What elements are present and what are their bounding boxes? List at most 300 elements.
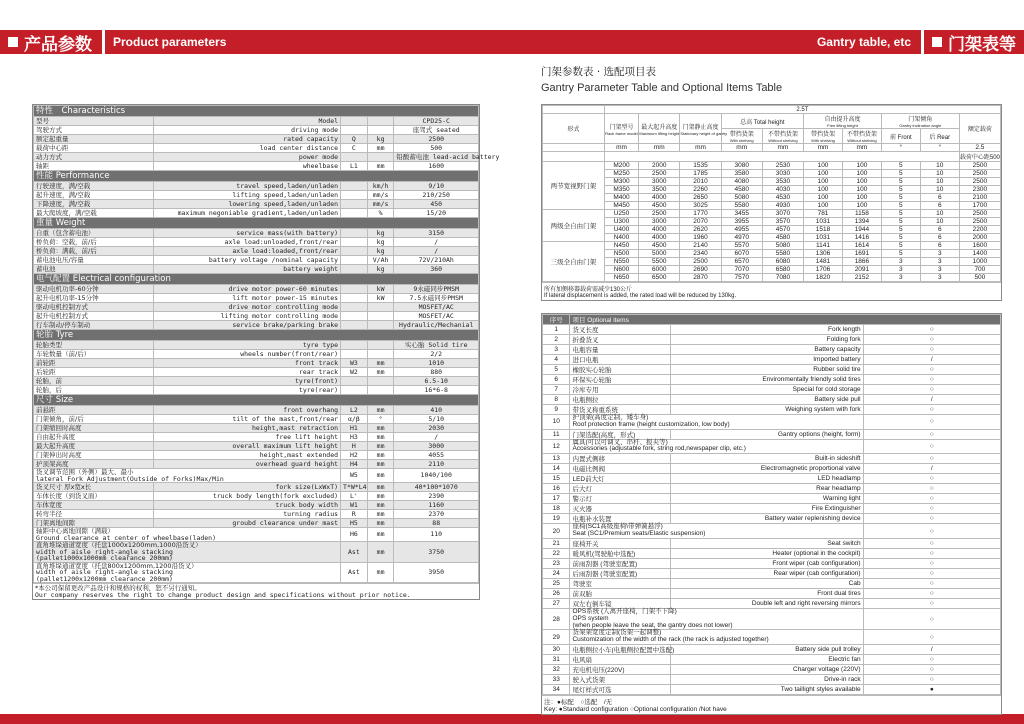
option-row bbox=[543, 429, 1001, 439]
spec-symbol: W5 bbox=[341, 469, 368, 483]
max-lift-cn: 最大起升高度 bbox=[641, 124, 678, 131]
spec-label-en: rear track bbox=[154, 368, 341, 377]
option-number: 6 bbox=[543, 375, 570, 385]
spec-row bbox=[34, 406, 479, 415]
gantry-cell: 2300 bbox=[959, 186, 1000, 194]
gantry-cell: 2152 bbox=[842, 274, 881, 282]
spec-label bbox=[34, 528, 341, 542]
option-label-cn: 橡胶实心轮胎 bbox=[570, 365, 671, 375]
gantry-cell: 6570 bbox=[721, 258, 762, 266]
gantry-cell: 3 bbox=[881, 266, 920, 274]
gantry-cell: 5 bbox=[881, 178, 920, 186]
option-label-cn: 货叉长度 bbox=[570, 325, 671, 335]
gantry-cell: 5580 bbox=[762, 250, 803, 258]
gantry-cell: 3 bbox=[920, 250, 959, 258]
spec-row bbox=[34, 321, 479, 330]
spec-symbol bbox=[341, 247, 368, 256]
gantry-cell: 5 bbox=[881, 226, 920, 234]
gantry-cell: 5570 bbox=[721, 242, 762, 250]
option-mark: ○ bbox=[863, 654, 1000, 664]
option-label-en: Electromagnetic proportional valve bbox=[671, 464, 863, 474]
option-label-en: Battery side pull bbox=[671, 395, 863, 405]
gantry-units-blank bbox=[543, 144, 605, 152]
spec-unit: V/Ah bbox=[367, 256, 394, 265]
gantry-cell: 5080 bbox=[762, 242, 803, 250]
option-label bbox=[570, 439, 863, 454]
gantry-cell: 4500 bbox=[639, 242, 680, 250]
gantry-cell: 2500 bbox=[639, 170, 680, 178]
spec-unit: mm bbox=[367, 528, 394, 542]
spec-row bbox=[34, 424, 479, 433]
spec-symbol: L2 bbox=[341, 406, 368, 415]
option-mark: ○ bbox=[863, 538, 1000, 548]
spec-label-line: lateral Fork Adjustment(Outside of Forks)Max/Min bbox=[36, 474, 224, 483]
spec-value: Hydraulic/Mechanial bbox=[394, 321, 479, 330]
spec-label-en: driving mode bbox=[154, 126, 341, 135]
spec-unit: kg bbox=[367, 238, 394, 247]
spec-row bbox=[34, 285, 479, 294]
spec-symbol: L1 bbox=[341, 162, 368, 171]
section-title: 重量 Weight bbox=[34, 218, 479, 229]
gantry-unit: mm bbox=[804, 144, 843, 152]
option-label-en: Built-in sideshift bbox=[671, 454, 863, 464]
option-label bbox=[570, 608, 863, 629]
spec-symbol bbox=[341, 182, 368, 191]
option-mark: / bbox=[863, 644, 1000, 654]
option-mark: ○ bbox=[863, 504, 1000, 514]
spec-unit: mm bbox=[367, 144, 394, 153]
gantry-cell: 3 bbox=[920, 274, 959, 282]
spec-unit bbox=[367, 126, 394, 135]
spec-row bbox=[34, 562, 479, 583]
option-label-cn: 座椅开关 bbox=[570, 538, 671, 548]
option-label-en: Battery side pull trolley bbox=[671, 644, 863, 654]
gantry-cell: 1770 bbox=[680, 210, 721, 218]
gantry-cell: 2500 bbox=[959, 210, 1000, 218]
spec-value: 40*100*1070 bbox=[394, 483, 479, 492]
options-no-header: 序号 bbox=[543, 315, 570, 325]
spec-unit bbox=[367, 321, 394, 330]
option-label-line: 货架架宽度定制(货架一起调整) bbox=[572, 629, 662, 637]
gantry-cell: 1614 bbox=[842, 242, 881, 250]
gantry-cell: 2500 bbox=[680, 258, 721, 266]
spec-label-cn: 门架离地间隙 bbox=[34, 519, 154, 528]
spec-unit: kW bbox=[367, 285, 394, 294]
option-label-cn: 前双胎 bbox=[570, 588, 671, 598]
option-number: 10 bbox=[543, 415, 570, 430]
spec-symbol bbox=[341, 153, 368, 162]
spec-label-en: battery voltage /nominal capacity bbox=[154, 256, 341, 265]
spec-label-cn: 车体长度（到货叉面） bbox=[34, 492, 154, 501]
option-label-cn: 前雨刮器 (驾驶室配置) bbox=[570, 558, 671, 568]
square-icon bbox=[932, 37, 942, 47]
gantry-cell: 700 bbox=[959, 266, 1000, 274]
spec-label-cn: 车体宽度 bbox=[34, 501, 154, 510]
spec-value: 2110 bbox=[394, 460, 479, 469]
spec-row bbox=[34, 492, 479, 501]
section-header bbox=[34, 330, 479, 341]
option-number: 2 bbox=[543, 335, 570, 345]
gantry-cell: 10 bbox=[920, 210, 959, 218]
spec-label-en: lifting speed,laden/unladen bbox=[154, 191, 341, 200]
spec-value: MOSFET/AC bbox=[394, 312, 479, 321]
option-label-en: Cab bbox=[671, 578, 863, 588]
gantry-row bbox=[543, 242, 1001, 250]
spec-unit: mm bbox=[367, 519, 394, 528]
option-label-en: Fire Extinguisher bbox=[671, 504, 863, 514]
option-number: 31 bbox=[543, 654, 570, 664]
spec-value: 9/10 bbox=[394, 182, 479, 191]
spec-label-cn: 驾驶方式 bbox=[34, 126, 154, 135]
spec-row bbox=[34, 200, 479, 209]
spec-symbol: W2 bbox=[341, 368, 368, 377]
spec-row bbox=[34, 451, 479, 460]
spec-unit: mm bbox=[367, 442, 394, 451]
option-row bbox=[543, 439, 1001, 454]
spec-label-cn: 桥负荷：满载，前/后 bbox=[34, 247, 154, 256]
spec-label bbox=[34, 469, 341, 483]
gantry-unit: ° bbox=[881, 144, 920, 152]
gantry-cell: 3070 bbox=[762, 210, 803, 218]
option-label-cn: 后大灯 bbox=[570, 484, 671, 494]
option-row bbox=[543, 664, 1001, 674]
gantry-cell: 3570 bbox=[762, 218, 803, 226]
gantry-static-header bbox=[680, 114, 728, 144]
spec-unit: mm bbox=[367, 501, 394, 510]
option-number: 7 bbox=[543, 385, 570, 395]
total-with-en: With shelving bbox=[729, 138, 754, 143]
option-label-cn: 驾驶室 bbox=[570, 578, 671, 588]
spec-value: 450 bbox=[394, 200, 479, 209]
gantry-cell: 5000 bbox=[639, 250, 680, 258]
option-mark: ○ bbox=[863, 674, 1000, 684]
spec-symbol: W3 bbox=[341, 359, 368, 368]
option-row bbox=[543, 504, 1001, 514]
gantry-cell: 4000 bbox=[639, 226, 680, 234]
option-mark: ○ bbox=[863, 335, 1000, 345]
option-label-cn: 电瓶补水装置 bbox=[570, 514, 671, 524]
gantry-cell: 2200 bbox=[959, 226, 1000, 234]
option-label-en: Double left and right reversing mirrors bbox=[671, 598, 863, 608]
spec-value: 1010 bbox=[394, 359, 479, 368]
spec-row bbox=[34, 209, 479, 218]
option-number: 3 bbox=[543, 345, 570, 355]
spec-symbol bbox=[341, 117, 368, 126]
option-row bbox=[543, 548, 1001, 558]
spec-symbol bbox=[341, 321, 368, 330]
spec-unit: % bbox=[367, 209, 394, 218]
section-header bbox=[34, 274, 479, 285]
gantry-row bbox=[543, 210, 1001, 218]
gantry-cell: 3 bbox=[881, 274, 920, 282]
spec-symbol: H1 bbox=[341, 424, 368, 433]
spec-unit: mm/s bbox=[367, 191, 394, 200]
option-mark: ○ bbox=[863, 630, 1000, 645]
option-label-cn: 驶入式货架 bbox=[570, 674, 671, 684]
header-left-en: Product parameters bbox=[102, 30, 512, 54]
gantry-unit: mm bbox=[639, 144, 680, 152]
gantry-cell: N650 bbox=[604, 274, 638, 282]
spec-label-en: tyre(rear) bbox=[154, 386, 341, 395]
free-without-cn: 不带挡货架 bbox=[846, 132, 877, 138]
gantry-cell: 10 bbox=[920, 162, 959, 170]
spec-symbol: H2 bbox=[341, 451, 368, 460]
option-label bbox=[570, 415, 863, 430]
gantry-cell: 3000 bbox=[639, 218, 680, 226]
gantry-cell: 2000 bbox=[959, 234, 1000, 242]
spec-unit: kg bbox=[367, 135, 394, 144]
option-row bbox=[543, 335, 1001, 345]
header-left-cn: 产品参数 bbox=[24, 34, 92, 55]
gantry-row bbox=[543, 202, 1001, 210]
gantry-cell: 3455 bbox=[721, 210, 762, 218]
spec-label-en: turning radius bbox=[154, 510, 341, 519]
option-number: 33 bbox=[543, 674, 570, 684]
spec-value: / bbox=[394, 238, 479, 247]
section-title: 性能 Performance bbox=[34, 171, 479, 182]
spec-label-cn: 起升速度，满/空载 bbox=[34, 191, 154, 200]
spec-label-en: load center distance bbox=[154, 144, 341, 153]
gantry-cell: 2620 bbox=[680, 226, 721, 234]
spec-unit bbox=[367, 312, 394, 321]
option-mark: ○ bbox=[863, 588, 1000, 598]
option-label-line: 护顶架(高度定制，矮车身) bbox=[572, 414, 649, 421]
gantry-note-en: If lateral displacement is added, the rated load will be reduced by 130kg. bbox=[544, 293, 737, 299]
header-right-title bbox=[921, 30, 1024, 54]
spec-value: 2370 bbox=[394, 510, 479, 519]
option-mark: ○ bbox=[863, 429, 1000, 439]
option-mark: ○ bbox=[863, 578, 1000, 588]
free-without-en: Without shelving bbox=[847, 138, 877, 143]
gantry-cell: M400 bbox=[604, 194, 638, 202]
gantry-cell: N400 bbox=[604, 234, 638, 242]
spec-label-cn: 门架伸出时高度 bbox=[34, 451, 154, 460]
gantry-row bbox=[543, 178, 1001, 186]
spec-value: 3150 bbox=[394, 229, 479, 238]
option-row bbox=[543, 365, 1001, 375]
option-mark: ○ bbox=[863, 405, 1000, 415]
spec-value: 2500 bbox=[394, 135, 479, 144]
spec-row bbox=[34, 191, 479, 200]
gantry-cell: 1535 bbox=[680, 162, 721, 170]
gantry-row bbox=[543, 218, 1001, 226]
spec-symbol bbox=[341, 341, 368, 350]
spec-value: 880 bbox=[394, 368, 479, 377]
spec-symbol bbox=[341, 191, 368, 200]
option-label-line: Customization of the width of the rack (the rack is adjusted together) bbox=[572, 636, 769, 644]
gantry-cell: U400 bbox=[604, 226, 638, 234]
spec-unit: mm bbox=[367, 542, 394, 563]
gantry-cell: 3580 bbox=[721, 170, 762, 178]
gantry-row bbox=[543, 266, 1001, 274]
gantry-cell: 5 bbox=[881, 170, 920, 178]
option-mark: ○ bbox=[863, 524, 1000, 539]
spec-row bbox=[34, 162, 479, 171]
spec-row bbox=[34, 442, 479, 451]
gantry-incl-header bbox=[881, 114, 959, 129]
option-label bbox=[570, 524, 863, 539]
option-row bbox=[543, 474, 1001, 484]
spec-value: 座驾式 seated bbox=[394, 126, 479, 135]
option-label-line: Roof protection frame (height customization, low body) bbox=[572, 420, 730, 428]
spec-label-line: 轴距中心离地间隙（满载） bbox=[36, 527, 114, 535]
spec-unit bbox=[367, 153, 394, 162]
gantry-cell: 7080 bbox=[762, 274, 803, 282]
spec-row bbox=[34, 469, 479, 483]
gantry-cell: 5 bbox=[881, 218, 920, 226]
gantry-max-lift-header bbox=[639, 114, 680, 144]
gantry-cell: 5 bbox=[881, 234, 920, 242]
spec-label-cn: 下降速度，满/空载 bbox=[34, 200, 154, 209]
gantry-note-cn: 所有加侧移器载荷需减少130公斤 bbox=[544, 287, 633, 293]
gantry-cell: 1394 bbox=[842, 218, 881, 226]
gantry-cell: 1158 bbox=[842, 210, 881, 218]
spec-label-line: (pallet1000x1000mm clearance 200mm) bbox=[36, 554, 173, 562]
front-header: 前 Front bbox=[881, 129, 920, 144]
spec-unit: kg bbox=[367, 229, 394, 238]
option-row bbox=[543, 345, 1001, 355]
spec-unit: mm bbox=[367, 483, 394, 492]
gantry-row bbox=[543, 250, 1001, 258]
option-label-en: Electric fan bbox=[671, 654, 863, 664]
section-title: 特性 Characteristics bbox=[34, 106, 479, 117]
gantry-cell: 100 bbox=[842, 162, 881, 170]
spec-row bbox=[34, 126, 479, 135]
option-label-cn: 折叠货叉 bbox=[570, 335, 671, 345]
option-row bbox=[543, 578, 1001, 588]
spec-label-en: service brake/parking brake bbox=[154, 321, 341, 330]
spec-symbol bbox=[341, 126, 368, 135]
spec-row bbox=[34, 386, 479, 395]
spec-label-cn: 行驶速度，满/空载 bbox=[34, 182, 154, 191]
option-label-en: Fork length bbox=[671, 325, 863, 335]
gantry-cell: 100 bbox=[804, 194, 843, 202]
gantry-cell: 4080 bbox=[721, 178, 762, 186]
gantry-cell: 4000 bbox=[639, 194, 680, 202]
option-mark: ○ bbox=[863, 484, 1000, 494]
option-mark: / bbox=[863, 464, 1000, 474]
option-label-en: Battery capacity bbox=[671, 345, 863, 355]
gantry-cell: 2530 bbox=[762, 162, 803, 170]
gantry-cell: 2500 bbox=[639, 210, 680, 218]
spec-label-line: 直角堆垛通道宽度（托盘800x1200mm,1200沿货叉） bbox=[36, 561, 198, 570]
gantry-cell: 1691 bbox=[842, 250, 881, 258]
gantry-row bbox=[543, 274, 1001, 282]
spec-unit bbox=[367, 117, 394, 126]
option-number: 18 bbox=[543, 504, 570, 514]
spec-symbol bbox=[341, 303, 368, 312]
gantry-cell: 2650 bbox=[680, 194, 721, 202]
spec-label-en: overall maximum lift height bbox=[154, 442, 341, 451]
gantry-cell: 5 bbox=[881, 186, 920, 194]
spec-note-en: Our company reserves the right to change product design and specifications without prior notice. bbox=[35, 590, 411, 599]
gantry-cell: 6 bbox=[920, 242, 959, 250]
spec-label-cn: 门架倾角，前/后 bbox=[34, 415, 154, 424]
gantry-unit: mm bbox=[721, 144, 762, 152]
option-row bbox=[543, 395, 1001, 405]
option-row bbox=[543, 608, 1001, 629]
gantry-cell: 100 bbox=[842, 186, 881, 194]
spec-symbol: Ast bbox=[341, 562, 368, 583]
option-label-cn: 电瓶容量 bbox=[570, 345, 671, 355]
gantry-cell: 1866 bbox=[842, 258, 881, 266]
spec-value: 360 bbox=[394, 265, 479, 274]
spec-row bbox=[34, 368, 479, 377]
spec-row bbox=[34, 153, 479, 162]
spec-label-cn: 动力方式 bbox=[34, 153, 154, 162]
spec-unit bbox=[367, 341, 394, 350]
gantry-cell: N550 bbox=[604, 258, 638, 266]
gantry-cell: M300 bbox=[604, 178, 638, 186]
spec-label-cn: 转弯半径 bbox=[34, 510, 154, 519]
option-number: 19 bbox=[543, 514, 570, 524]
option-label-cn: 内置式侧移 bbox=[570, 454, 671, 464]
spec-label-cn: 护顶架高度 bbox=[34, 460, 154, 469]
spec-label-en: truck body width bbox=[154, 501, 341, 510]
header-left bbox=[0, 30, 512, 54]
spec-value: 1600 bbox=[394, 162, 479, 171]
spec-symbol bbox=[341, 350, 368, 359]
spec-symbol bbox=[341, 285, 368, 294]
section-header bbox=[34, 106, 479, 117]
option-mark: ○ bbox=[863, 385, 1000, 395]
gantry-cell: 1031 bbox=[804, 234, 843, 242]
spec-label-en: lifting motor controlling mode bbox=[154, 312, 341, 321]
optional-items-table bbox=[541, 313, 1002, 715]
option-row bbox=[543, 538, 1001, 548]
option-number: 26 bbox=[543, 588, 570, 598]
gantry-cell: M450 bbox=[604, 202, 638, 210]
gantry-cell: 100 bbox=[842, 202, 881, 210]
gantry-cell: 5 bbox=[881, 202, 920, 210]
spec-symbol bbox=[341, 200, 368, 209]
spec-label-line: (pallet1200x1200mm clearance 200mm) bbox=[36, 574, 173, 583]
option-label-en: Special for cold storage bbox=[671, 385, 863, 395]
gantry-cell: U300 bbox=[604, 218, 638, 226]
spec-row bbox=[34, 433, 479, 442]
option-mark: ○ bbox=[863, 325, 1000, 335]
spec-label-en: front track bbox=[154, 359, 341, 368]
spec-row bbox=[34, 415, 479, 424]
spec-note-cn: *本公司保留更改产品设计和规格的权利，恕不另行通知。 bbox=[35, 584, 201, 592]
static-cn: 门架静止高度 bbox=[682, 124, 719, 131]
gantry-cell: 10 bbox=[920, 218, 959, 226]
gantry-unit: mm bbox=[680, 144, 721, 152]
gantry-cell: 4570 bbox=[762, 226, 803, 234]
spec-label-cn: 起升电机功率-15分钟 bbox=[34, 294, 154, 303]
gantry-cell: 2500 bbox=[959, 170, 1000, 178]
spec-unit: mm bbox=[367, 162, 394, 171]
gantry-model-header: 2.5T bbox=[604, 106, 1000, 114]
gantry-cell: M350 bbox=[604, 186, 638, 194]
option-label-en: Charger voltage (220V) bbox=[671, 664, 863, 674]
gantry-cell: M200 bbox=[604, 162, 638, 170]
spec-row bbox=[34, 238, 479, 247]
spec-label-cn: 蓄电池 bbox=[34, 265, 154, 274]
spec-value: MOSFET/AC bbox=[394, 303, 479, 312]
spec-row bbox=[34, 135, 479, 144]
option-number: 13 bbox=[543, 454, 570, 464]
gantry-rated-header: 额定载荷 bbox=[959, 114, 1000, 144]
option-label-line: (when people leave the seat, the gantry does not lower) bbox=[572, 621, 733, 629]
spec-label bbox=[34, 562, 341, 583]
spec-label-cn: 轮胎类型 bbox=[34, 341, 154, 350]
option-row bbox=[543, 598, 1001, 608]
option-row bbox=[543, 558, 1001, 568]
section-title: 轮胎 Tyre bbox=[34, 330, 479, 341]
spec-symbol bbox=[341, 265, 368, 274]
spec-symbol: H6 bbox=[341, 528, 368, 542]
